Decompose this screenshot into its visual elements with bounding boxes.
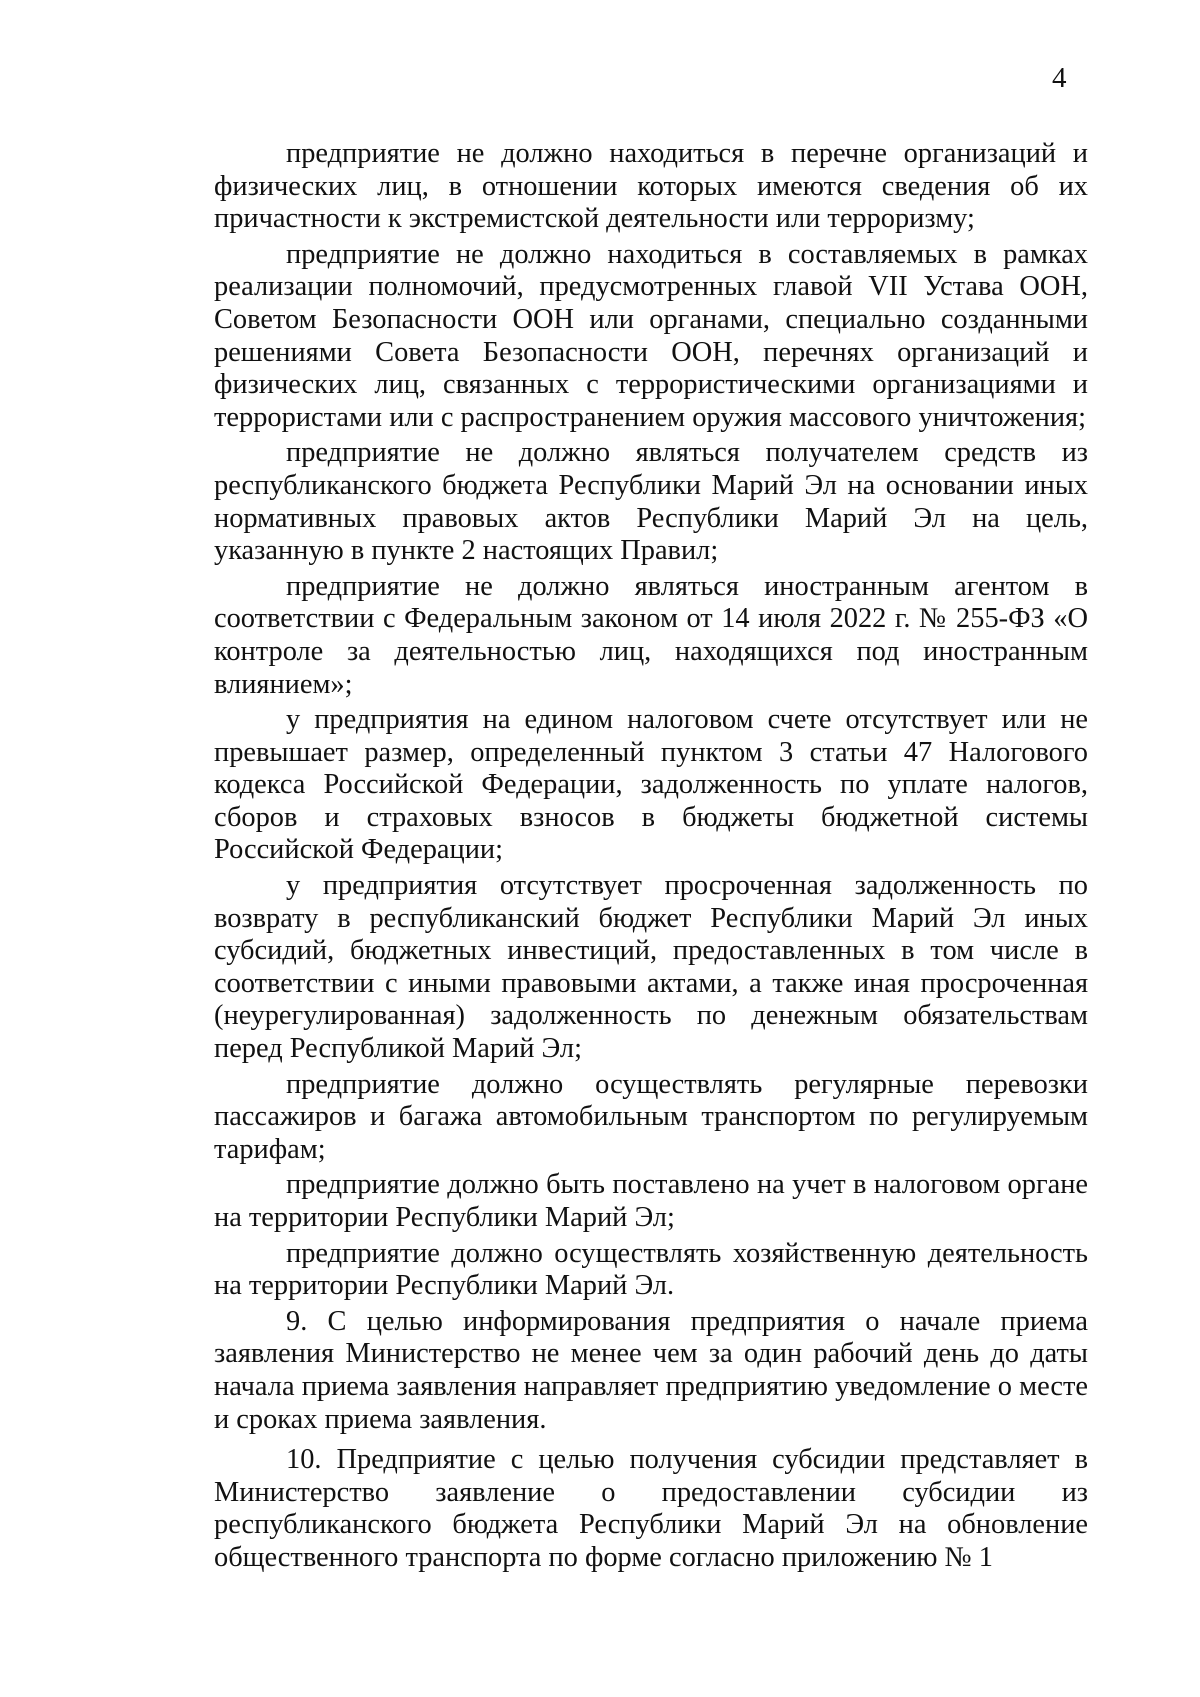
paragraph-item-9: 9. С целью информирования предприятия о начале приема заявления Министерство не менее чем за один рабочий день до даты начала приема заявления направляет предприятию уведомление о месте и сроках приема заявления. [214,1305,1088,1435]
paragraph-tax-registration: предприятие должно быть поставлено на учет в налоговом органе на территории Республики Марий Эл; [214,1169,1088,1233]
paragraph-economic-activity: предприятие должно осуществлять хозяйственную деятельность на территории Республики Марий Эл. [214,1237,1088,1302]
document-body [214,138,1088,1575]
paragraph-no-other-funds: предприятие не должно являться получателем средств из республиканского бюджета Республики Марий Эл на основании иных нормативных правовых актов Республики Марий Эл на цель, указанную в пункте 2 настоящих Правил; [214,437,1088,567]
paragraph-regular-transport: предприятие должно осуществлять регулярные перевозки пассажиров и багажа автомобильным транспортом по регулируемым тарифам; [214,1068,1088,1165]
paragraph-un-sanctions-list: предприятие не должно находиться в составляемых в рамках реализации полномочий, предусмотренных главой VII Устава ООН, Советом Безопасности ООН или органами, специально созданными решениями Совета Безопасности ООН, перечнях организаций и физических лиц, связанных с террористическими организациями и террористами или с распространением оружия массового уничтожения; [214,238,1088,433]
paragraph-overdue-debt: у предприятия отсутствует просроченная задолженность по возврату в республиканский бюджет Республики Марий Эл иных субсидий, бюджетных инвестиций, предоставленных в том числе в соответствии с иными правовыми актами, а также иная просроченная (неурегулированная) задолженность по денежным обязательствам перед Республикой Марий Эл; [214,870,1088,1065]
page-number: 4 [1052,62,1067,94]
paragraph-extremism-list: предприятие не должно находиться в перечне организаций и физических лиц, в отношении которых имеются сведения об их причастности к экстремистской деятельности или терроризму; [214,138,1088,235]
paragraph-tax-debt: у предприятия на едином налоговом счете отсутствует или не превышает размер, определенный пунктом 3 статьи 47 Налогового кодекса Российской Федерации, задолженность по уплате налогов, сборов и страховых взносов в бюджеты бюджетной системы Российской Федерации; [214,704,1088,866]
paragraph-item-10: 10. Предприятие с целью получения субсидии представляет в Министерство заявление о предоставлении субсидии из республиканского бюджета Республики Марий Эл на обновление общественного транспорта по форме согласно приложению № 1 [214,1444,1088,1573]
paragraph-foreign-agent: предприятие не должно являться иностранным агентом в соответствии с Федеральным законом от 14 июля 2022 г. № 255-ФЗ «О контроле за деятельностью лиц, находящихся под иностранным влиянием»; [214,570,1088,700]
